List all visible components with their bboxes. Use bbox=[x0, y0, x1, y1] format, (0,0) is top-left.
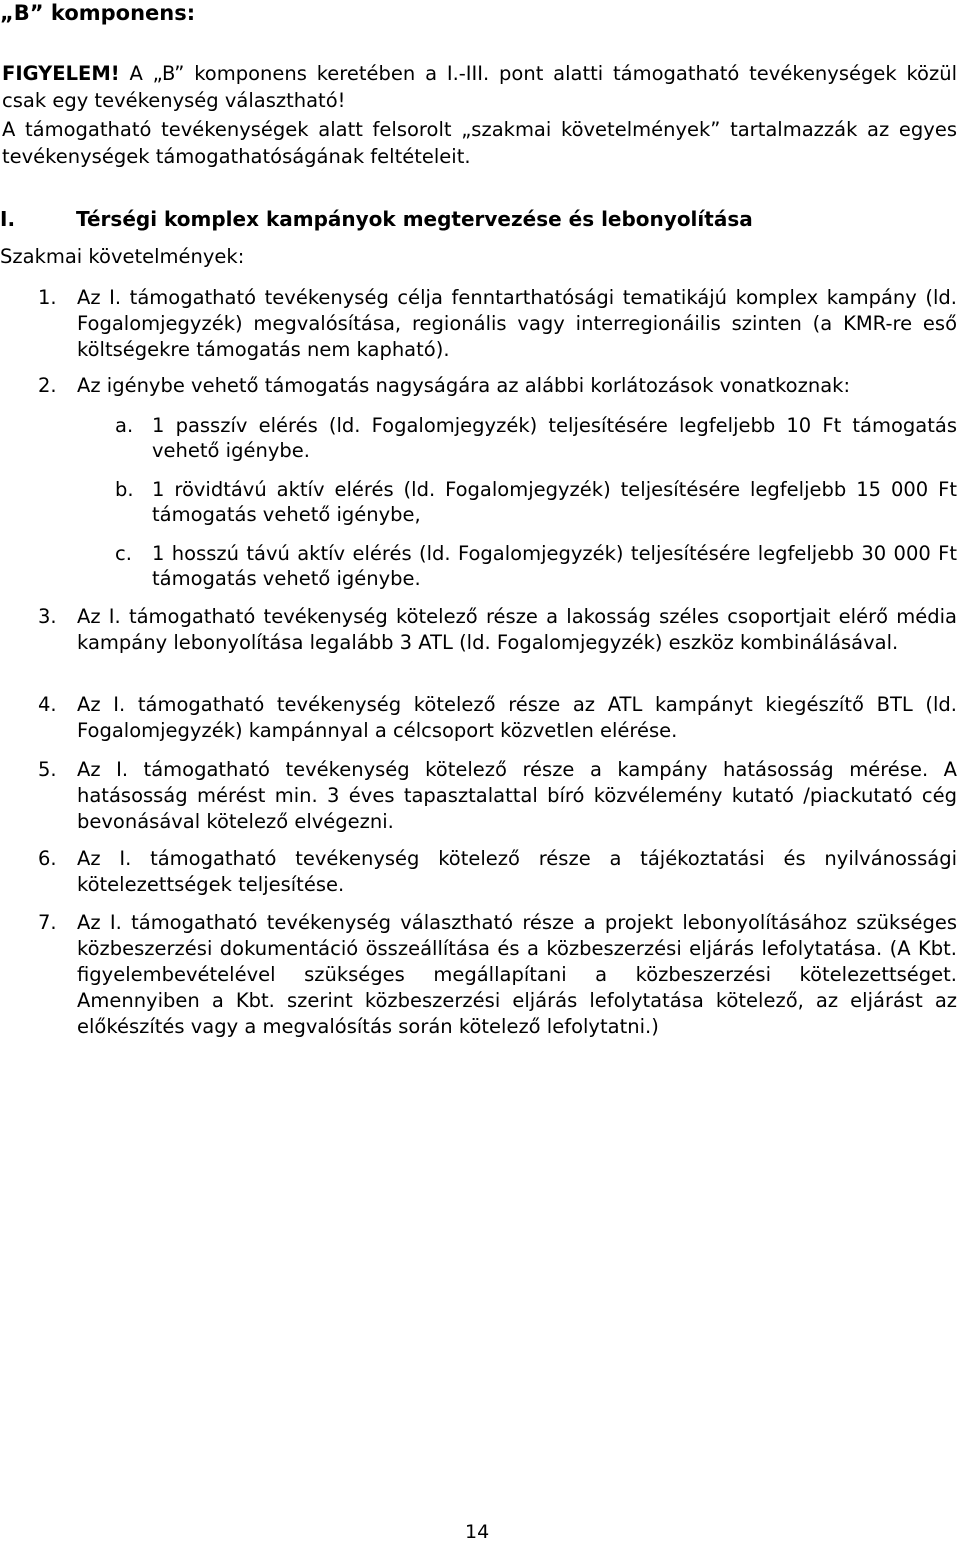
warning-paragraph bbox=[2, 60, 957, 114]
item-text: Az I. támogatható tevékenység kötelező része a lakosság széles csoportjait elérő média kampány lebonyolítása legalább 3 ATL (ld. Fogalomjegyzék) eszköz kombinálásával. bbox=[77, 605, 957, 654]
item-text: Az I. támogatható tevékenység kötelező része a tájékoztatási és nyilvánossági kötelezettségek teljesítése. bbox=[77, 847, 957, 896]
subitem-text: 1 passzív elérés (ld. Fogalomjegyzék) teljesítésére legfeljebb 10 Ft támogatás vehető igénybe. bbox=[152, 414, 957, 462]
item-text: Az I. támogatható tevékenység kötelező része a kampány hatásosság mérése. A hatásosság mérést min. 3 éves tapasztalattal bíró közvélemény kutató /piackutató cég bevonásával kötelező elvégezni. bbox=[77, 758, 957, 833]
section-title-text: Térségi komplex kampányok megtervezése és lebonyolítása bbox=[76, 207, 753, 231]
warning-label: FIGYELEM! bbox=[2, 62, 120, 85]
page-number: 14 bbox=[465, 1521, 490, 1543]
item-number: 5. bbox=[38, 758, 57, 781]
item-number: 4. bbox=[38, 693, 57, 716]
item-text: Az I. támogatható tevékenység kötelező része az ATL kampányt kiegészítő BTL (ld. Fogalomjegyzék) kampánnyal a célcsoport közvetlen elérése. bbox=[77, 693, 957, 742]
item-number: 3. bbox=[38, 605, 57, 628]
requirements-label: Szakmai követelmények: bbox=[0, 245, 245, 268]
component-b-heading: „B” komponens: bbox=[0, 1, 196, 25]
item-text: Az igénybe vehető támogatás nagyságára az alábbi korlátozások vonatkoznak: bbox=[77, 374, 851, 397]
intro-paragraph: A támogatható tevékenységek alatt felsorolt „szakmai követelmények” tartalmazzák az egyes tevékenységek támogathatóságának feltételeit. bbox=[2, 118, 957, 168]
item-text: Az I. támogatható tevékenység választható része a projekt lebonyolításához szükséges közbeszerzési dokumentáció összeállítása és a közbeszerzési eljárás lefolytatása. (A Kbt. figyelembevételével szükséges megállapítani a közbeszerzési kötelezettséget. Amennyiben a Kbt. szerint közbeszerzési eljárás lefolytatása kötelező, az eljárást az előkészítés vagy a megvalósítás során kötelező lefolytatni.) bbox=[77, 911, 957, 1038]
section-title bbox=[0, 206, 753, 232]
subitem-letter: b. bbox=[115, 478, 134, 501]
item-number: 1. bbox=[38, 286, 57, 309]
subitem-letter: c. bbox=[115, 542, 132, 565]
subitem-letter: a. bbox=[115, 414, 134, 437]
warning-text: A „B” komponens keretében a I.-III. pont alatti támogatható tevékenységek közül csak egy tevékenység választható! bbox=[2, 62, 957, 112]
item-text: Az I. támogatható tevékenység célja fenntarthatósági tematikájú komplex kampány (ld. Fogalomjegyzék) megvalósítása, regionális vagy interregionáilis szinten (a KMR-re eső költségekre támogatás nem kapható). bbox=[77, 286, 957, 361]
subitem-text: 1 rövidtávú aktív elérés (ld. Fogalomjegyzék) teljesítésére legfeljebb 15 000 Ft támogatás vehető igénybe, bbox=[152, 478, 957, 526]
item-number: 6. bbox=[38, 847, 57, 870]
section-number: I. bbox=[0, 207, 16, 231]
item-number: 2. bbox=[38, 374, 57, 397]
item-number: 7. bbox=[38, 911, 57, 934]
subitem-text: 1 hosszú távú aktív elérés (ld. Fogalomjegyzék) teljesítésére legfeljebb 30 000 Ft támogatás vehető igénybe. bbox=[152, 542, 957, 590]
